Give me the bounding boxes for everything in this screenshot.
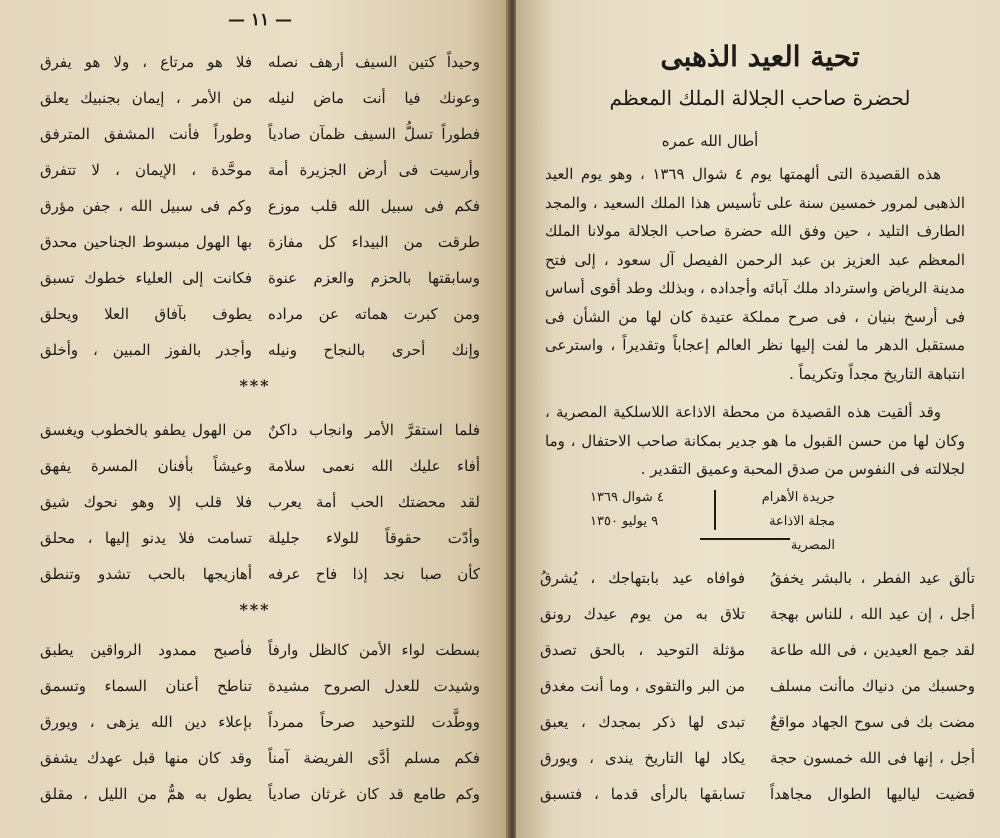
first-hemistich: ومن كبرت هماته عن مراده bbox=[268, 305, 480, 323]
verse-line bbox=[40, 776, 480, 812]
broadcast-note: وقد ألقيت هذه القصيدة من محطة الاذاعة اللاسلكية المصرية ، وكان لها من حسن القبول ما هو جدير بمكانة صاحب الاحتفال ، وما لجلالته فى النفوس من صدق المحبة وعميق التقدير . bbox=[545, 403, 965, 478]
second-hemistich: أهازيجها بالحب تشدو وتنطق bbox=[40, 565, 252, 583]
verse-line bbox=[40, 188, 480, 224]
verse-line bbox=[40, 412, 480, 448]
page-subtitle: لحضرة صاحب الجلالة الملك المعظم bbox=[609, 86, 911, 110]
second-hemistich: وقد كان منها قبل عهدك يشفق bbox=[40, 749, 252, 767]
citation-brace bbox=[708, 490, 716, 530]
verse-line bbox=[540, 596, 975, 632]
poem-stanza-3 bbox=[40, 632, 480, 812]
second-hemistich: تسابقها بالرأى قدما ، فتسبق bbox=[540, 785, 745, 803]
section-separator: *** bbox=[239, 600, 271, 619]
first-hemistich: طرقت من البيداء كل مفازة bbox=[268, 233, 480, 251]
first-hemistich: بسطت لواء الأمن كالظل وارفاً bbox=[268, 641, 480, 659]
verse-line bbox=[40, 116, 480, 152]
verse-line bbox=[40, 80, 480, 116]
page-number: — ١١ — bbox=[227, 10, 293, 30]
first-hemistich: لقد محضتك الحب أمة يعرب bbox=[268, 493, 480, 511]
first-hemistich: فكم مسلم أدَّى الفريضة آمناً bbox=[268, 749, 480, 767]
first-hemistich: وحسبك من دنياك ماأنت مسلف bbox=[770, 677, 975, 695]
page-title: تحية العيد الذهبى bbox=[660, 40, 860, 73]
verse-line bbox=[40, 224, 480, 260]
second-hemistich: يطول به همٌّ من الليل ، مقلق bbox=[40, 785, 252, 803]
first-hemistich: وأرسيت فى أرض الجزيرة أمة bbox=[268, 161, 480, 179]
intro-paragraph: هذه القصيدة التى ألهمتها يوم ٤ شوال ١٣٦٩ ، وهو يوم العيد الذهبى لمرور خمسين سنة على تأسيس هذا الملك السعيد ، والمجد الطارف التليد ، حين وفق الله حضرة صاحب الجلالة مولانا الملك المعظم عبد العزيز بن عبد الرحمن الفيصل آل سعود ، إلى فتح مدينة الرياض واسترداد ملك آبائه وأجداده ، وبذلك وطد أقوى أساس فى أرسخ بنيان ، فى صرح مملكة عتيدة كان لها من الشأن فى مستقبل الدهر ما لفت إليها نظر العالم إعجاباً وتقديراً ، واسترعى انتباهة التاريخ مجداً وتكريماً . bbox=[545, 165, 965, 383]
second-hemistich: تلاق به من يوم عيدك رونق bbox=[540, 605, 745, 623]
verse-line bbox=[40, 704, 480, 740]
citation-date: ٩ يوليو ١٣٥٠ bbox=[590, 514, 659, 529]
citation-source: مجلة الاذاعة المصرية bbox=[769, 514, 835, 553]
verse-line bbox=[40, 668, 480, 704]
first-hemistich: فكم فى سبيل الله قلب موزع bbox=[268, 197, 480, 215]
verse-line bbox=[540, 632, 975, 668]
verse-line bbox=[40, 556, 480, 592]
second-hemistich: مؤثلة التوحيد ، بالحق تصدق bbox=[540, 641, 745, 659]
second-hemistich: وكم فى سبيل الله ، جفن مؤرق bbox=[40, 197, 252, 215]
verse-line bbox=[540, 776, 975, 812]
first-hemistich: وشيدت للعدل الصروح مشيدة bbox=[268, 677, 480, 695]
second-hemistich: بها الهول مبسوط الجناحين محدق bbox=[40, 233, 252, 251]
second-hemistich: تسامت فلا يدنو إليها ، محلق bbox=[40, 529, 252, 547]
first-hemistich: أفاء عليك الله نعمى سلامة bbox=[268, 457, 480, 475]
first-hemistich: قضيت لياليها الطوال مجاهداً bbox=[770, 785, 975, 803]
poem-stanza-2 bbox=[40, 412, 480, 592]
first-hemistich: تألق عيد الفطر ، بالبشر يخفقُ bbox=[770, 569, 975, 587]
citation-date: ٤ شوال ١٣٦٩ bbox=[590, 490, 664, 505]
second-hemistich: من الهول يطفو بالخطوب ويغسق bbox=[40, 421, 252, 439]
first-hemistich: وحيداً كتين السيف أرهف نصله bbox=[268, 53, 480, 71]
first-hemistich: وأدّت حقوقاً للولاء جليلة bbox=[268, 529, 480, 547]
citation-source: جريدة الأهرام bbox=[761, 490, 835, 505]
first-hemistich: وكم طامع قد كان غرثان صادياً bbox=[268, 785, 480, 803]
second-hemistich: وعيشاً بأفنان المسرة يفهق bbox=[40, 457, 252, 475]
first-hemistich: أجل ، إنها فى الله خمسون حجة bbox=[770, 749, 975, 767]
verse-line bbox=[40, 296, 480, 332]
second-hemistich: فأصبح ممدود الرواقين يطبق bbox=[40, 641, 252, 659]
dedication-line: أطال الله عمره bbox=[661, 132, 759, 150]
section-rule bbox=[700, 538, 790, 540]
verse-line bbox=[40, 740, 480, 776]
section-separator: *** bbox=[239, 376, 271, 395]
second-hemistich: تبدى لها ذكر بمجدك ، يعبق bbox=[540, 713, 745, 731]
verse-line bbox=[40, 448, 480, 484]
second-hemistich: فلا قلب إلا وهو نحوك شيق bbox=[40, 493, 252, 511]
first-hemistich: ووطَّدت للتوحيد صرحاً ممرداً bbox=[268, 713, 480, 731]
first-hemistich: مضت بك فى سوح الجهاد مواقعٌ bbox=[770, 713, 975, 731]
source-citations bbox=[590, 486, 835, 553]
verse-line bbox=[40, 484, 480, 520]
second-hemistich: فكانت إلى العلياء خطوك تسبق bbox=[40, 269, 252, 287]
first-hemistich: لقد جمع العيدين ، فى الله طاعة bbox=[770, 641, 975, 659]
verse-line bbox=[540, 740, 975, 776]
verse-line bbox=[40, 332, 480, 368]
second-hemistich: يكاد لها التاريخ يندى ، ويورق bbox=[540, 749, 745, 767]
first-hemistich: فطوراً تسلُّ السيف ظمآن صادياً bbox=[268, 125, 480, 143]
verse-line bbox=[540, 704, 975, 740]
second-hemistich: من البر والتقوى ، وما أنت مغدق bbox=[540, 677, 745, 695]
second-hemistich: فلا هو مرتاع ، ولا هو يفرق bbox=[40, 53, 252, 71]
second-hemistich: يطوف بآفاق العلا ويحلق bbox=[40, 305, 252, 323]
poem-stanza-1 bbox=[40, 44, 480, 368]
verse-line bbox=[540, 668, 975, 704]
verse-line bbox=[40, 44, 480, 80]
second-hemistich: فوافاه عيد بابتهاجك ، يُشرقُ bbox=[540, 569, 745, 587]
first-hemistich: وإنك أحرى بالنجاح ونيله bbox=[268, 341, 480, 359]
first-hemistich: وسابقتها بالحزم والعزم عنوة bbox=[268, 269, 480, 287]
verse-line bbox=[40, 632, 480, 668]
verse-line bbox=[40, 520, 480, 556]
verse-line bbox=[540, 560, 975, 596]
second-hemistich: تناطح أعنان السماء وتسمق bbox=[40, 677, 252, 695]
first-hemistich: فلما استقرَّ الأمر وانجاب داكنٌ bbox=[268, 421, 480, 439]
first-hemistich: وعونك فيا أنت ماض لنيله bbox=[268, 89, 480, 107]
golden-jubilee-poem bbox=[540, 560, 975, 812]
verse-line bbox=[40, 260, 480, 296]
first-hemistich: كأن صبا نجد إذا فاح عرفه bbox=[268, 565, 480, 583]
second-hemistich: بإعلاء دين الله يزهى ، ويورق bbox=[40, 713, 252, 731]
second-hemistich: من الأمر ، إيمان بجنبيك يعلق bbox=[40, 89, 252, 107]
second-hemistich: وطوراً فأنت المشفق المترفق bbox=[40, 125, 252, 143]
second-hemistich: وأجدر بالفوز المبين ، وأخلق bbox=[40, 341, 252, 359]
first-hemistich: أجل ، إن عيد الله ، للناس بهجة bbox=[770, 605, 975, 623]
second-hemistich: موحَّدة ، الإيمان ، لا تتفرق bbox=[40, 161, 252, 179]
verse-line bbox=[40, 152, 480, 188]
